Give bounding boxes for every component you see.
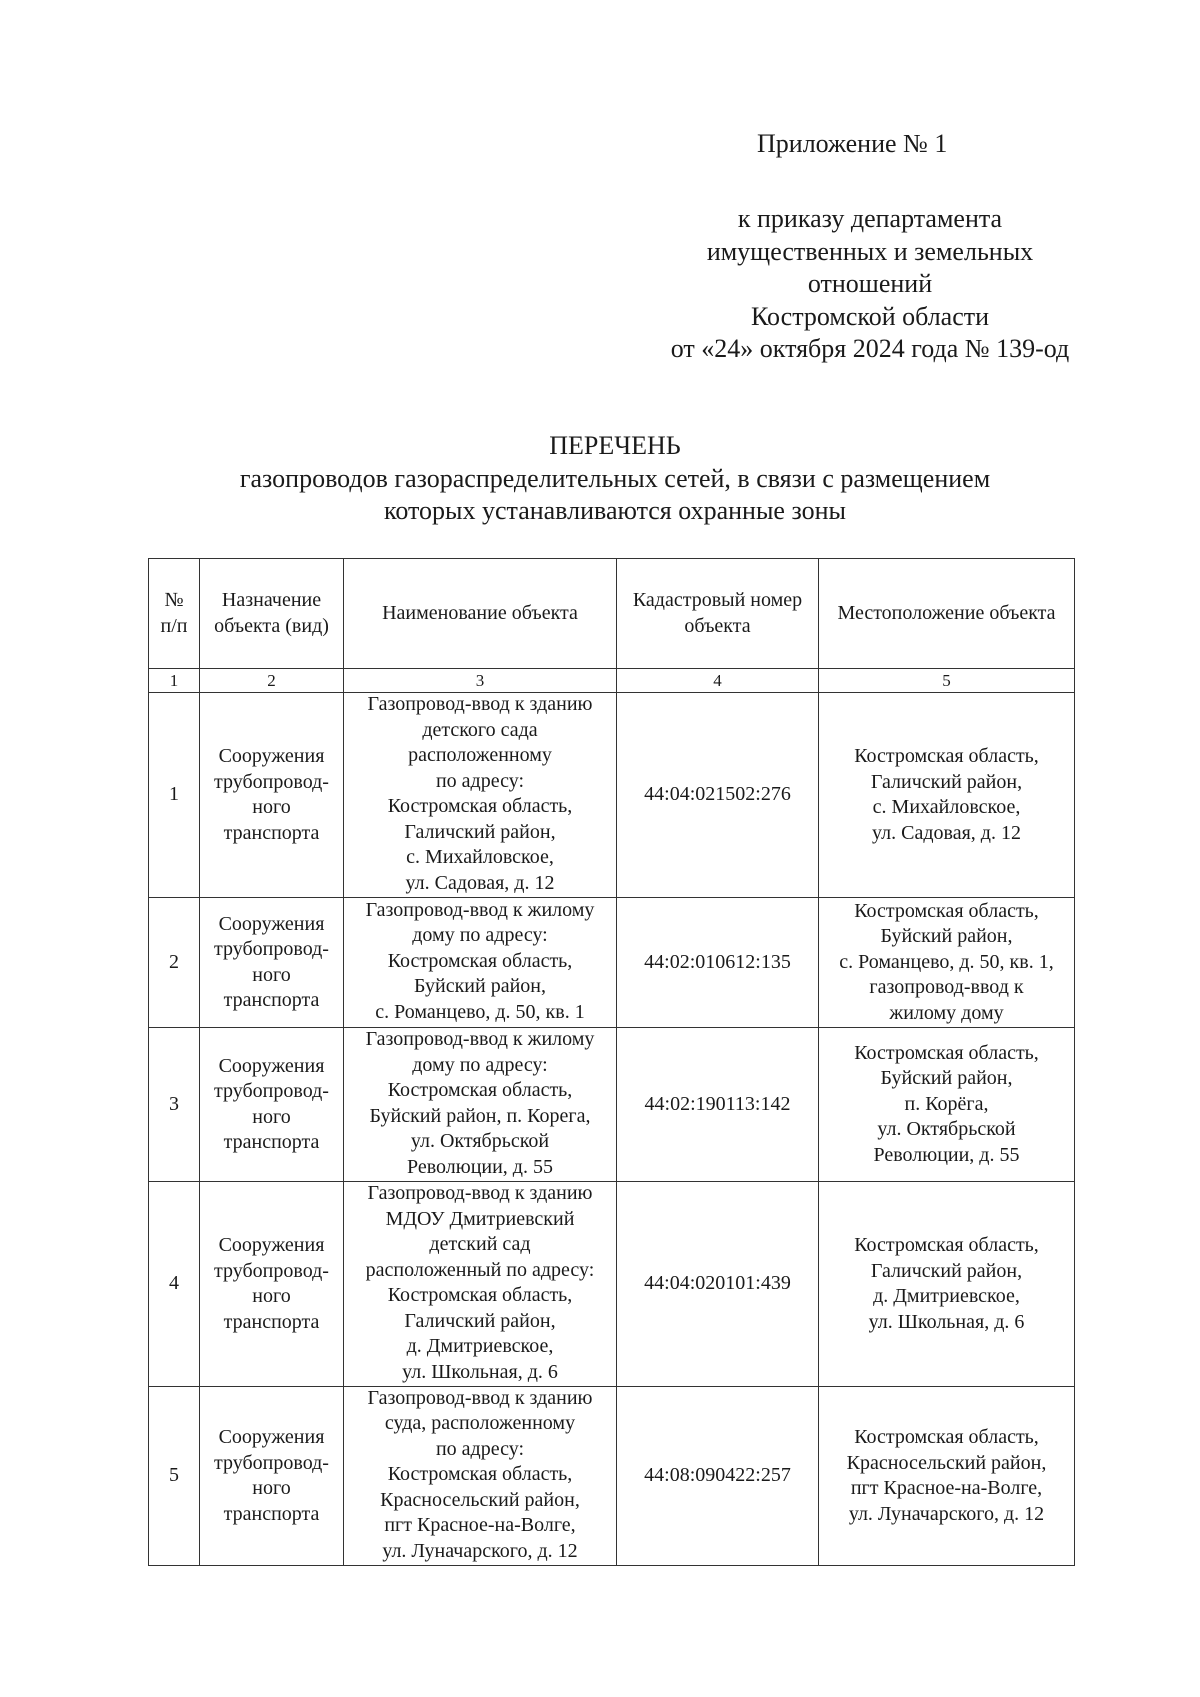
column-number: 4 [617, 669, 819, 693]
order-reference-line: к приказу департамента [737, 204, 1003, 233]
row-number: 4 [149, 1182, 200, 1387]
cadastral-number-cell: 44:04:021502:276 [617, 693, 819, 898]
column-number: 5 [819, 669, 1075, 693]
document-subtitle-line: которых устанавливаются охранные зоны [384, 496, 846, 525]
table-row [149, 1387, 1075, 1566]
pipeline-registry-table [148, 558, 1075, 1566]
object-name-cell: Газопровод-ввод к жилому дому по адресу: Костромская область, Буйский район, с. Романцево, д. 50, кв. 1 [344, 898, 617, 1028]
object-name-cell: Газопровод-ввод к зданию МДОУ Дмитриевский детский сад расположенный по адресу: Костромская область, Галичский район, д. Дмитриевское, ул. Школьная, д. 6 [344, 1182, 617, 1387]
annex-title: Приложение № 1 [757, 129, 948, 158]
cadastral-number-cell: 44:02:190113:142 [617, 1028, 819, 1182]
object-location-cell: Костромская область, Буйский район, с. Романцево, д. 50, кв. 1, газопровод-ввод к жилому дому [819, 898, 1075, 1028]
row-number: 3 [149, 1028, 200, 1182]
object-location-cell: Костромская область, Галичский район, с. Михайловское, ул. Садовая, д. 12 [819, 693, 1075, 898]
row-number: 2 [149, 898, 200, 1028]
object-type-cell: Сооружения трубопровод- ного транспорта [200, 898, 344, 1028]
row-number: 5 [149, 1387, 200, 1566]
document-title [150, 430, 1080, 528]
object-location-cell: Костромская область, Галичский район, д. Дмитриевское, ул. Школьная, д. 6 [819, 1182, 1075, 1387]
object-name-cell: Газопровод-ввод к жилому дому по адресу: Костромская область, Буйский район, п. Корега, ул. Октябрьской Революции, д. 55 [344, 1028, 617, 1182]
order-reference-line: отношений [807, 269, 933, 298]
table-row [149, 898, 1075, 1028]
object-type-cell: Сооружения трубопровод- ного транспорта [200, 1387, 344, 1566]
header-object-location: Местоположение объекта [819, 559, 1075, 669]
object-type-cell: Сооружения трубопровод- ного транспорта [200, 1028, 344, 1182]
cadastral-number-cell: 44:08:090422:257 [617, 1387, 819, 1566]
table-row [149, 693, 1075, 898]
column-number: 2 [200, 669, 344, 693]
column-number: 1 [149, 669, 200, 693]
object-type-cell: Сооружения трубопровод- ного транспорта [200, 693, 344, 898]
order-reference-line: Костромской области [750, 301, 990, 331]
table-header-row [149, 559, 1075, 669]
table-row [149, 1182, 1075, 1387]
document-heading: ПЕРЕЧЕНЬ [549, 431, 681, 460]
order-reference-line: имущественных и земельных [706, 236, 1034, 266]
header-object-type: Назначение объекта (вид) [200, 559, 344, 669]
document-subtitle-line: газопроводов газораспределительных сетей, в связи с размещением [239, 463, 991, 493]
header-object-name: Наименование объекта [344, 559, 617, 669]
order-reference-line: от «24» октября 2024 года № 139-од [670, 334, 1070, 363]
object-name-cell: Газопровод-ввод к зданию суда, расположенному по адресу: Костромская область, Красносельский район, пгт Красное-на-Волге, ул. Луначарского, д. 12 [344, 1387, 617, 1566]
table-row [149, 1028, 1075, 1182]
cadastral-number-cell: 44:02:010612:135 [617, 898, 819, 1028]
object-name-cell: Газопровод-ввод к зданию детского сада расположенному по адресу: Костромская область, Галичский район, с. Михайловское, ул. Садовая, д. 12 [344, 693, 617, 898]
column-number: 3 [344, 669, 617, 693]
row-number: 1 [149, 693, 200, 898]
order-reference [620, 203, 1120, 366]
column-number-row [149, 669, 1075, 693]
object-location-cell: Костромская область, Буйский район, п. Корёга, ул. Октябрьской Революции, д. 55 [819, 1028, 1075, 1182]
object-type-cell: Сооружения трубопровод- ного транспорта [200, 1182, 344, 1387]
header-number: № п/п [149, 559, 200, 669]
cadastral-number-cell: 44:04:020101:439 [617, 1182, 819, 1387]
header-cadastral-number: Кадастровый номер объекта [617, 559, 819, 669]
object-location-cell: Костромская область, Красносельский район, пгт Красное-на-Волге, ул. Луначарского, д. 12 [819, 1387, 1075, 1566]
